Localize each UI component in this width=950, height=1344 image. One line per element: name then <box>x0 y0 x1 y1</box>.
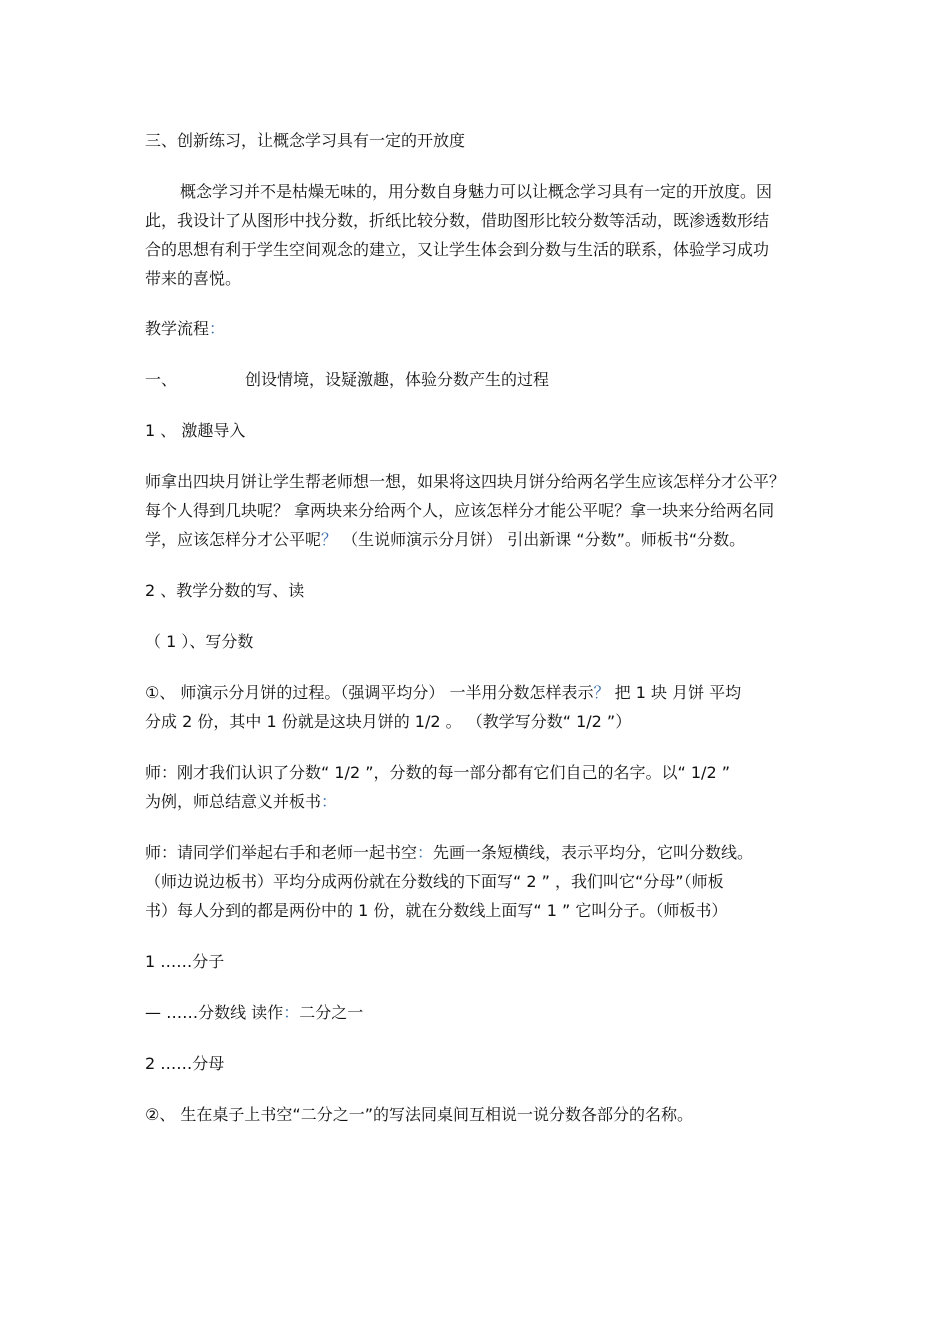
fraction-bar-part-b: 二分之一 <box>299 1003 364 1022</box>
flow-heading-text: 教学流程 <box>145 319 210 338</box>
step1-text: 创设情境，设疑激趣，体验分数产生的过程 <box>245 370 550 389</box>
fraction-denominator-line: 2 ……分母 <box>145 1054 225 1073</box>
teacher-paragraph1-line-2 <box>145 792 337 812</box>
sub1-line3-part-b: （生说师演示分月饼） 引出新课 “分数”。师板书“分数。 <box>337 530 746 549</box>
sub1-paragraph-line-3 <box>145 530 745 550</box>
step1-heading <box>145 370 549 390</box>
fraction-bar-line <box>145 1003 363 1023</box>
teacher-p1-line2-colon: ： <box>321 792 338 811</box>
demo-paragraph-line-2: 分成 2 份，其中 1 份就是这块月饼的 1/2 。 （教学写分数“ 1/2 ”） <box>145 712 632 731</box>
intro-paragraph-line-1: 概念学习并不是枯燥无味的，用分数自身魅力可以让概念学习具有一定的开放度。因 <box>180 182 773 201</box>
teacher-paragraph2-line-3: 书）每人分到的都是两份中的 1 份，就在分数线上面写“ 1 ” 它叫分子。（师板书） <box>145 901 728 920</box>
sub1-line3-question: ？ <box>321 530 338 549</box>
intro-paragraph-line-2: 此，我设计了从图形中找分数，折纸比较分数，借助图形比较分数等活动，既渗透数形结 <box>145 211 770 230</box>
exercise-2: ②、 生在桌子上书空“二分之一”的写法同桌间互相说一说分数各部分的名称。 <box>145 1105 694 1124</box>
flow-heading-colon: ： <box>209 319 226 338</box>
intro-paragraph-line-4: 带来的喜悦。 <box>145 269 242 288</box>
flow-heading <box>145 319 225 339</box>
fraction-numerator-line: 1 ……分子 <box>145 952 225 971</box>
sub2-1-heading: （ 1 ）、写分数 <box>145 632 254 651</box>
sub1-heading: 1 、 激趣导入 <box>145 421 246 440</box>
teacher-paragraph1-line-1: 师：刚才我们认识了分数“ 1/2 ”，分数的每一部分都有它们自己的名字。以“ 1/2 ” <box>145 763 731 782</box>
demo-line1-part-b: 把 1 块 月饼 平均 <box>609 683 742 702</box>
section-heading: 三、创新练习，让概念学习具有一定的开放度 <box>145 131 466 150</box>
teacher-p2-line1-part-a: 师：请同学们举起右手和老师一起书空 <box>145 843 418 862</box>
teacher-paragraph2-line-2: （师边说边板书）平均分成两份就在分数线的下面写“ 2 ” ，我们叫它“分母”（师板 <box>145 872 724 891</box>
demo-line1-part-a: ①、 师演示分月饼的过程。（强调平均分） 一半用分数怎样表示 <box>145 683 594 702</box>
teacher-p2-line1-part-b: 先画一条短横线，表示平均分，它叫分数线。 <box>433 843 754 862</box>
teacher-paragraph2-line-1 <box>145 843 753 863</box>
step1-number: 一、 <box>145 370 178 389</box>
sub1-paragraph-line-2: 每个人得到几块呢？ 拿两块来分给两个人，应该怎样分才能公平呢？拿一块来分给两名同 <box>145 501 775 520</box>
teacher-p1-line2-text: 为例，师总结意义并板书 <box>145 792 322 811</box>
sub1-paragraph-line-1: 师拿出四块月饼让学生帮老师想一想，如果将这四块月饼分给两名学生应该怎样分才公平？ <box>145 472 786 491</box>
demo-paragraph-line-1 <box>145 683 741 703</box>
fraction-bar-part-a: — ……分数线 读作 <box>145 1003 284 1022</box>
sub2-heading: 2 、教学分数的写、读 <box>145 581 305 600</box>
teacher-p2-line1-colon: ： <box>417 843 434 862</box>
intro-paragraph-line-3: 合的思想有利于学生空间观念的建立，又让学生体会到分数与生活的联系，体验学习成功 <box>145 240 770 259</box>
fraction-bar-colon: ： <box>283 1003 300 1022</box>
demo-line1-question: ？ <box>593 683 610 702</box>
sub1-line3-part-a: 学，应该怎样分才公平呢 <box>145 530 322 549</box>
